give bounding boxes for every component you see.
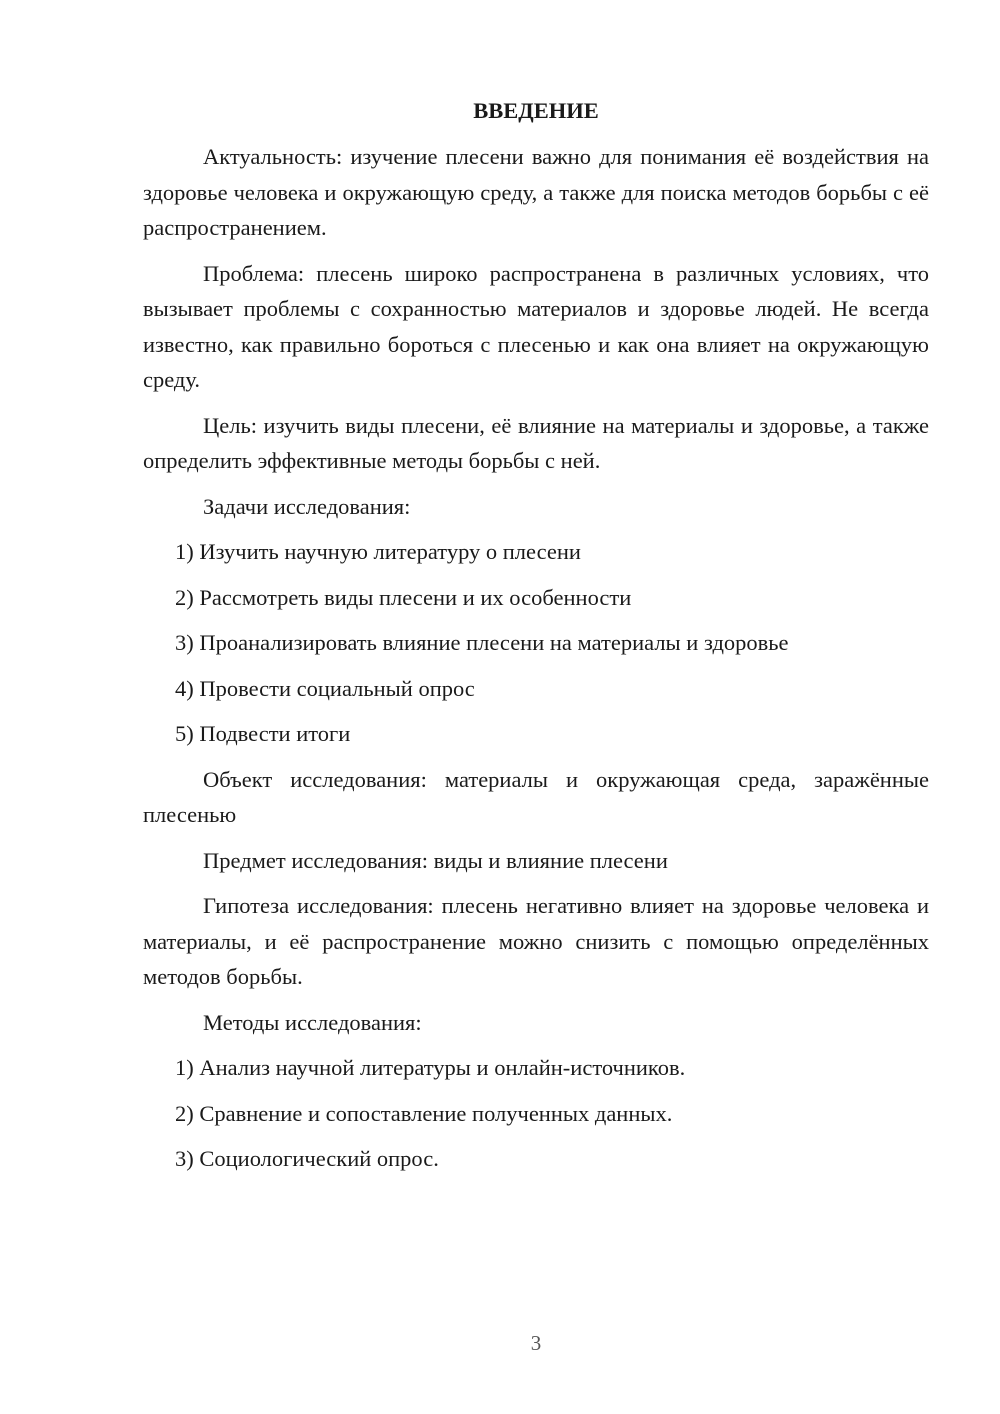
list-item: 1) Изучить научную литературу о плесени: [175, 539, 581, 564]
list-item: 3) Проанализировать влияние плесени на материалы и здоровье: [175, 630, 789, 655]
tasks-list: [143, 534, 929, 752]
list-item: 2) Рассмотреть виды плесени и их особенности: [175, 584, 632, 610]
list-item: 2) Сравнение и сопоставление полученных данных.: [175, 1100, 673, 1126]
tasks-label: Задачи исследования:: [203, 493, 411, 519]
goal-paragraph: Цель: изучить виды плесени, её влияние на материалы и здоровье, а также определить эффективные методы борьбы с ней.: [143, 412, 929, 473]
object-paragraph: Объект исследования: материалы и окружающая среда, заражённые плесенью: [143, 766, 929, 827]
list-item: 1) Анализ научной литературы и онлайн-источников.: [175, 1055, 686, 1080]
list-item: 5) Подвести итоги: [175, 721, 351, 746]
section-heading: ВВЕДЕНИЕ: [473, 98, 599, 123]
page-content: [143, 95, 929, 1187]
subject-paragraph: Предмет исследования: виды и влияние плесени: [203, 847, 668, 873]
hypothesis-paragraph: Гипотеза исследования: плесень негативно влияет на здоровье человека и материалы, и её распространение можно снизить с помощью определённых методов борьбы.: [143, 893, 929, 989]
relevance-paragraph: Актуальность: изучение плесени важно для понимания её воздействия на здоровье человека и окружающую среду, а также для поиска методов борьбы с её распространением.: [143, 144, 929, 240]
methods-list: [143, 1050, 929, 1177]
list-item: 3) Социологический опрос.: [175, 1146, 439, 1171]
list-item: 4) Провести социальный опрос: [175, 675, 475, 701]
methods-label: Методы исследования:: [203, 1009, 422, 1035]
page-number: 3: [530, 1331, 542, 1355]
problem-paragraph: Проблема: плесень широко распространена в различных условиях, что вызывает проблемы с сохранностью материалов и здоровье людей. Не всегда известно, как правильно бороться с плесенью и как она влияет на окружающую среду.: [143, 260, 929, 392]
